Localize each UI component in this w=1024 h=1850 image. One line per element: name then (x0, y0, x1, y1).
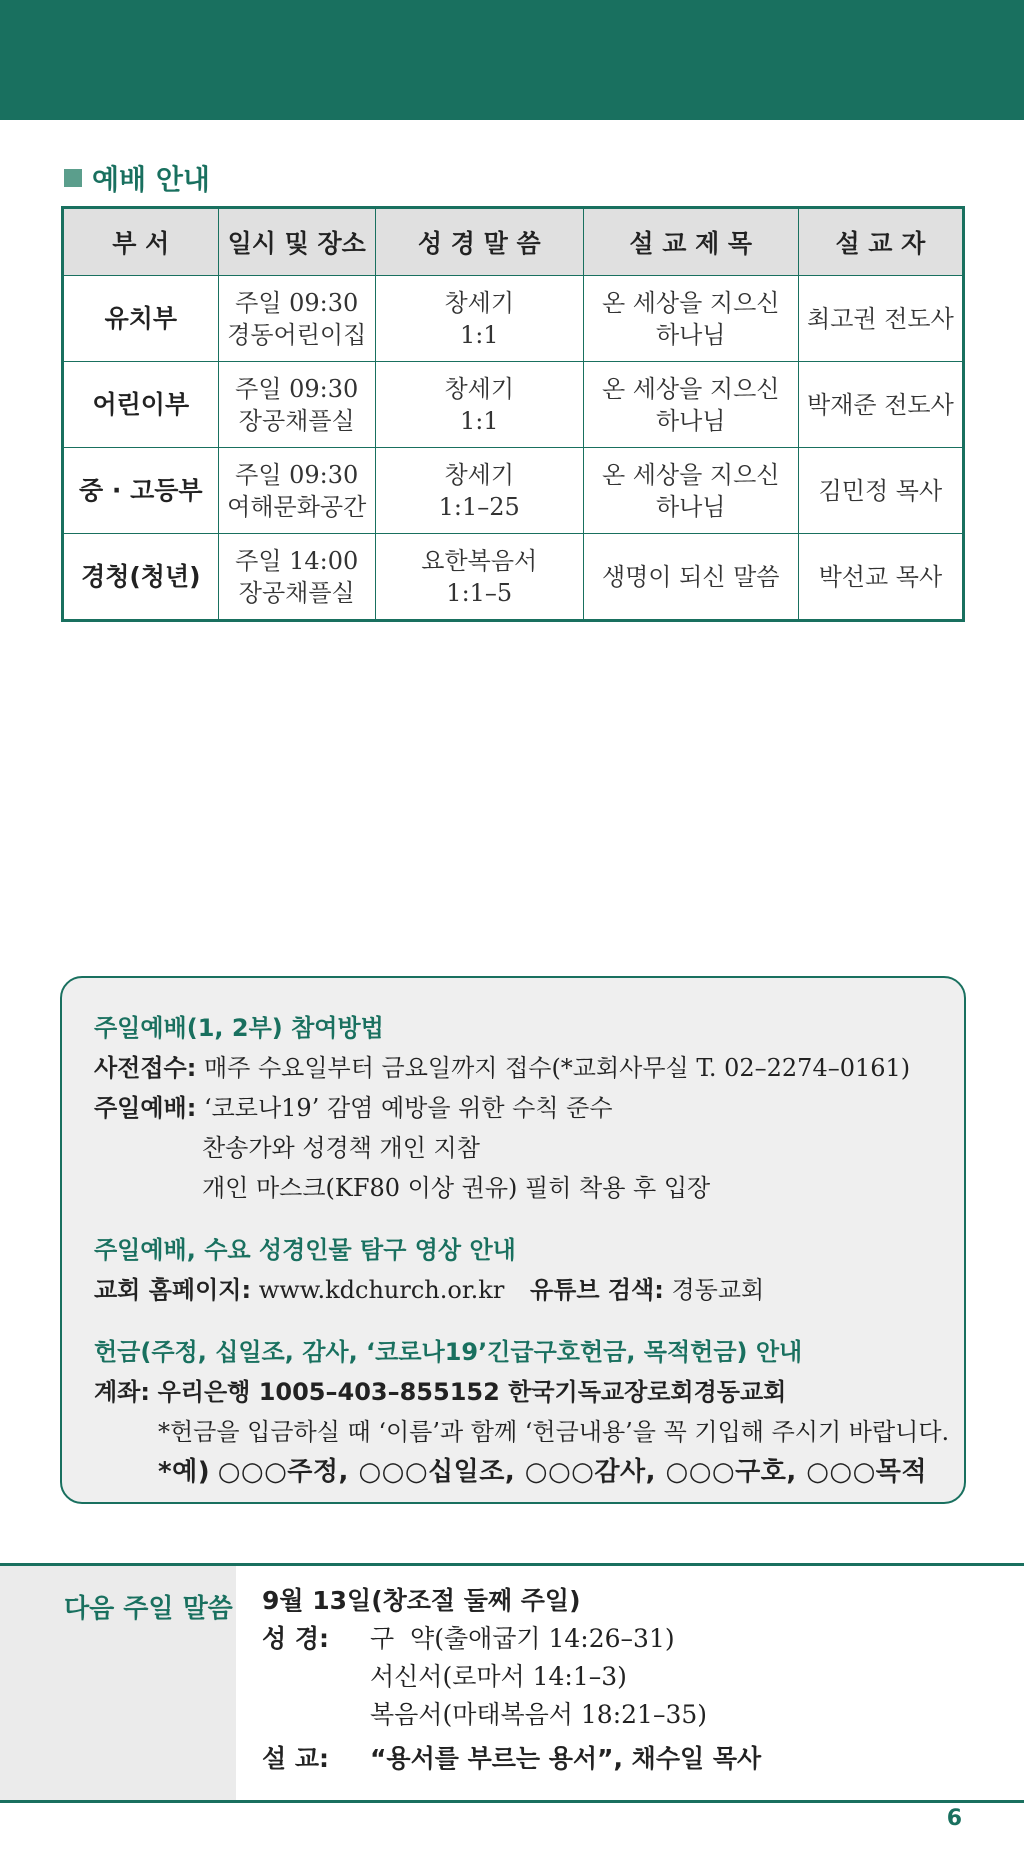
next-week-sermon-line (262, 1740, 761, 1778)
worship-line (94, 1088, 964, 1128)
notice-heading-participation: 주일예배(1, 2부) 참여방법 (94, 1014, 384, 1042)
header-scripture: 성 경 말 씀 (375, 208, 583, 276)
sermon-label: 설 교: (262, 1744, 330, 1773)
preacher-cell: 김민정 목사 (798, 448, 963, 534)
gospel-text: 복음서(마태복음서 18:21–35) (370, 1700, 708, 1729)
sermon-title-cell: 온 세상을 지으신 하나님 (583, 276, 798, 362)
next-week-label-panel (0, 1566, 236, 1800)
offering-note: *헌금을 입금하실 때 ‘이름’과 함께 ‘헌금내용’을 꼭 기입해 주시기 바랍니다. (158, 1418, 950, 1446)
homepage-url[interactable]: www.kdchurch.or.kr (258, 1276, 505, 1304)
worship-label: 주일예배: (94, 1094, 197, 1122)
square-bullet-icon (64, 169, 82, 187)
sermon-text: “용서를 부르는 용서”, 채수일 목사 (370, 1744, 762, 1773)
scripture-cell: 창세기 1:1 (375, 276, 583, 362)
notice-heading-video: 주일예배, 수요 성경인물 탐구 영상 안내 (94, 1236, 516, 1264)
section-title-text: 예배 안내 (92, 163, 210, 196)
account-text: 우리은행 1005–403–855152 한국기독교장로회경동교회 (157, 1378, 787, 1406)
next-week-section (0, 1563, 1024, 1803)
account-label: 계좌: (94, 1378, 150, 1406)
next-week-date: 9월 13일(창조절 둘째 주일) (262, 1586, 581, 1615)
dept-cell: 유치부 (63, 276, 219, 362)
next-week-scripture-line (262, 1620, 761, 1658)
worship-schedule-table (61, 206, 965, 622)
registration-line (94, 1048, 964, 1088)
dept-cell: 어린이부 (63, 362, 219, 448)
sermon-title-cell: 생명이 되신 말씀 (583, 534, 798, 621)
table-header-row (63, 208, 964, 276)
header-preacher: 설 교 자 (798, 208, 963, 276)
time-place-cell: 주일 09:30 여해문화공간 (218, 448, 375, 534)
header-time-place: 일시 및 장소 (218, 208, 375, 276)
video-line (94, 1270, 964, 1310)
notice-box (60, 976, 966, 1504)
scripture-cell: 요한복음서 1:1–5 (375, 534, 583, 621)
youtube-text: 경동교회 (671, 1276, 765, 1304)
sermon-title-cell: 온 세상을 지으신 하나님 (583, 362, 798, 448)
time-place-cell: 주일 09:30 장공채플실 (218, 362, 375, 448)
preacher-cell: 박재준 전도사 (798, 362, 963, 448)
header-sermon-title: 설 교 제 목 (583, 208, 798, 276)
old-testament-text: 구 약(출애굽기 14:26–31) (370, 1624, 675, 1653)
registration-label: 사전접수: (94, 1054, 197, 1082)
table-row (63, 534, 964, 621)
table-row (63, 448, 964, 534)
top-color-band (0, 0, 1024, 120)
account-line (94, 1372, 964, 1412)
notice-heading-offering: 헌금(주정, 십일조, 감사, ‘코로나19’긴급구호헌금, 목적헌금) 안내 (94, 1338, 803, 1366)
scripture-cell: 창세기 1:1 (375, 362, 583, 448)
scripture-cell: 창세기 1:1–25 (375, 448, 583, 534)
time-place-cell: 주일 14:00 장공채플실 (218, 534, 375, 621)
next-week-details (262, 1582, 761, 1778)
dept-cell: 중 · 고등부 (63, 448, 219, 534)
example-text: ○○○주정, ○○○십일조, ○○○감사, ○○○구호, ○○○목적 (217, 1457, 928, 1487)
preacher-cell: 최고권 전도사 (798, 276, 963, 362)
header-dept: 부 서 (63, 208, 219, 276)
epistle-text: 서신서(로마서 14:1–3) (370, 1662, 627, 1691)
offering-example (94, 1452, 964, 1492)
next-week-label: 다음 주일 말씀 (64, 1594, 233, 1624)
table-row (63, 276, 964, 362)
worship-rule-1: 찬송가와 성경책 개인 지참 (202, 1134, 480, 1162)
page-number: 6 (946, 1806, 962, 1831)
youtube-label: 유튜브 검색: (529, 1276, 664, 1304)
time-place-cell: 주일 09:30 경동어린이집 (218, 276, 375, 362)
section-heading (64, 158, 210, 198)
dept-cell: 경청(청년) (63, 534, 219, 621)
sermon-title-cell: 온 세상을 지으신 하나님 (583, 448, 798, 534)
worship-rule-2: 개인 마스크(KF80 이상 권유) 필히 착용 후 입장 (202, 1174, 711, 1202)
table-row (63, 362, 964, 448)
worship-text: ‘코로나19’ 감염 예방을 위한 수칙 준수 (203, 1094, 613, 1122)
registration-text: 매주 수요일부터 금요일까지 접수(*교회사무실 T. 02–2274–0161) (203, 1054, 911, 1082)
homepage-label: 교회 홈페이지: (94, 1276, 252, 1304)
example-prefix: *예) (158, 1457, 211, 1487)
scripture-label: 성 경: (262, 1624, 330, 1653)
preacher-cell: 박선교 목사 (798, 534, 963, 621)
